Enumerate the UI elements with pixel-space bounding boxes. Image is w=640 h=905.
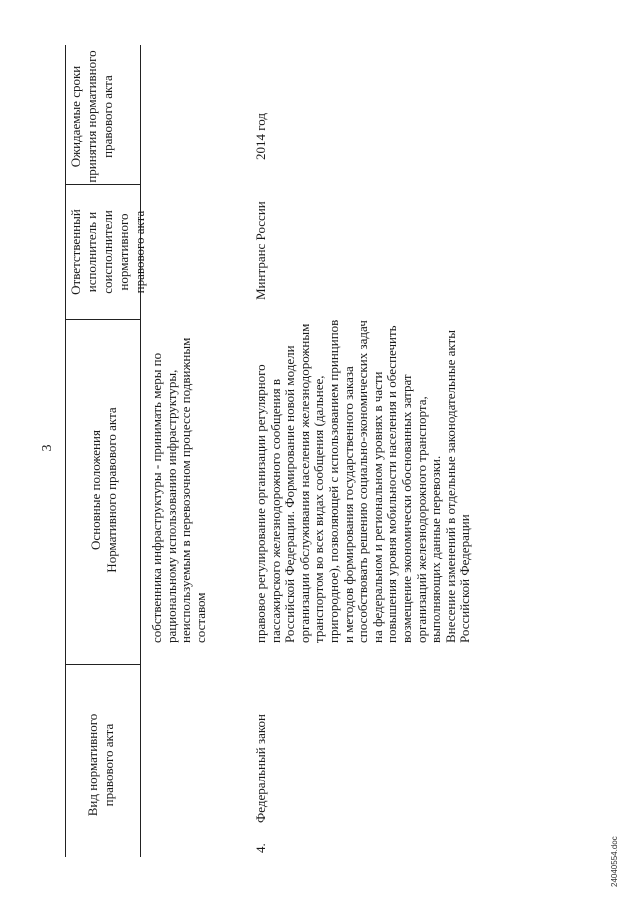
header-deadline: Ожидаемые сроки принятия нормативного правового акта <box>68 50 115 183</box>
header-provisions <box>88 375 120 605</box>
table-top-rule <box>65 45 66 857</box>
row4-provisions-paragraph-2: Внесение изменений в отдельные законодательные акты Российской Федерации <box>442 330 473 643</box>
column-divider-1 <box>65 664 140 665</box>
row4-deadline: 2014 год <box>253 113 268 160</box>
header-provisions-line2: Нормативного правового акта <box>104 407 119 573</box>
document-id: 24040554.doc <box>610 836 619 887</box>
page-number: 3 <box>40 444 55 452</box>
header-kind: Вид нормативного правового акта <box>85 713 116 817</box>
row4-kind: Федеральный закон <box>253 714 268 823</box>
header-provisions-line1: Основные положения <box>88 430 103 550</box>
row4-responsible: Минтранс России <box>253 201 268 300</box>
column-divider-3 <box>65 184 140 185</box>
column-divider-2 <box>65 319 140 320</box>
continuation-paragraph: собственника инфраструктуры - принимать меры по рациональному использованию инфраструктуры, неиспользуемым в перевозочном процессе подвижным составом <box>149 337 208 643</box>
row4-provisions <box>254 313 473 643</box>
continuation-text <box>150 318 208 643</box>
header-bottom-rule <box>140 45 141 857</box>
header-responsible: Ответственный исполнитель и соисполнители нормативного правового акта <box>68 209 147 295</box>
row4-provisions-paragraph-1: правовое регулирование организации регулярного пассажирского железнодорожного сообщения в Российской Федерации. Формирование новой модели организации обслуживания населения железнодорожным транспортом во всех видах сообщения (дальнее, пригородное), позволяющей с использованием принципов и методов формирования государственного заказа способствовать решению социально-экономических задач на федеральном и региональном уровнях в части повышения уровня мобильности населения и обеспечить возмещение экономически обоснованных затрат организаций железнодорожного транспорта, выполняющих данные перевозки. <box>253 319 444 643</box>
row4-number: 4. <box>253 843 268 853</box>
